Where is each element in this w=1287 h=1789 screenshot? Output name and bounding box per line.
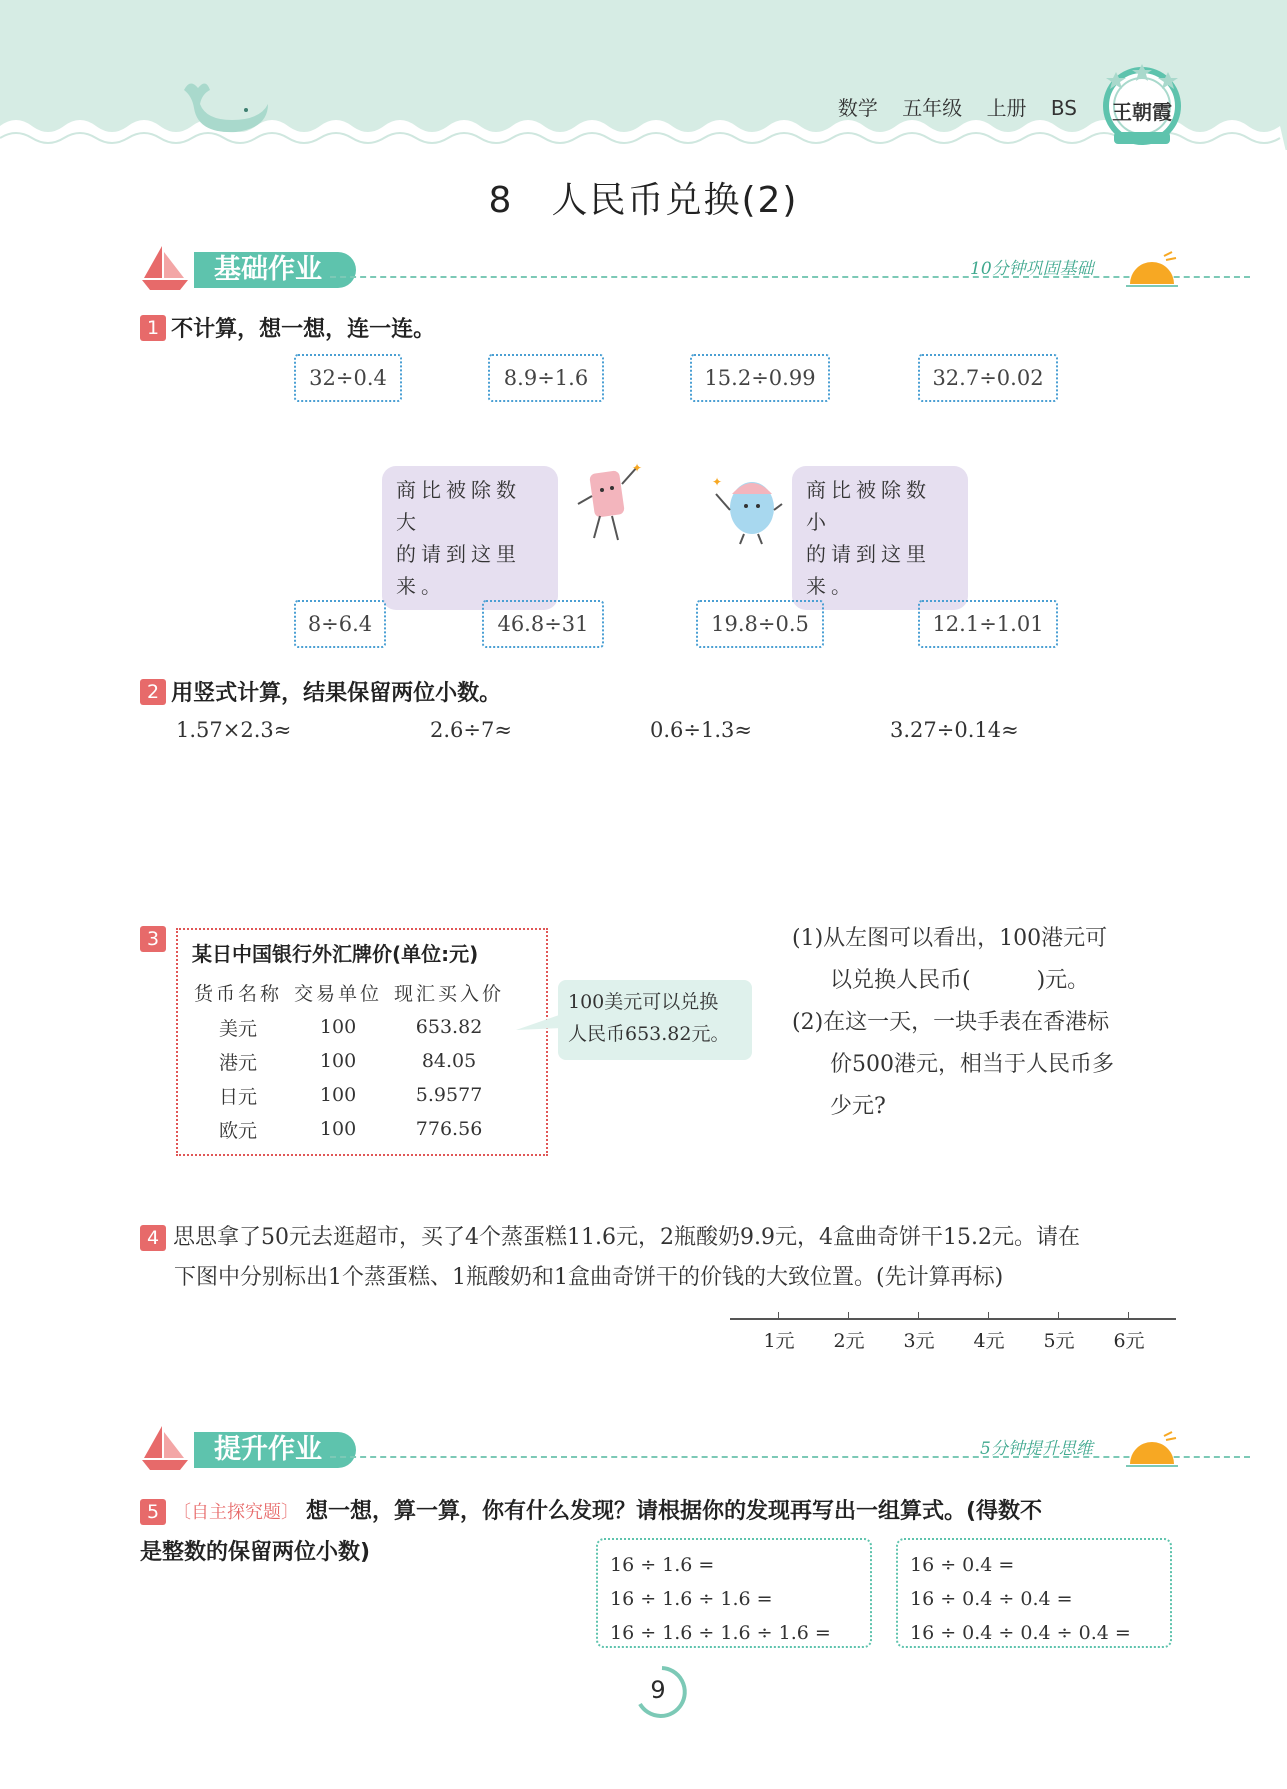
column-header: 货币名称 (194, 983, 283, 1005)
brand-name: 王朝霞 (1112, 100, 1172, 124)
bubble-tail (516, 1010, 562, 1032)
q3-subquestions (792, 918, 1172, 1128)
q4-line (140, 1218, 1180, 1258)
calc-item: 0.6÷1.3≈ (650, 718, 752, 742)
expression-box: 8÷6.4 (294, 600, 386, 648)
table-header-row (188, 975, 510, 1010)
question-number: 2 (140, 679, 166, 705)
table-title: 某日中国银行外汇牌价(单位:元) (192, 942, 479, 966)
question-text: 是整数的保留两位小数) (140, 1540, 371, 1565)
calc-item: 1.57×2.3≈ (176, 718, 292, 742)
grade-label: 五年级 (902, 96, 963, 120)
equation-line: 16 ÷ 1.6 = (610, 1554, 715, 1576)
subquestion-line: 少元? (830, 1094, 886, 1119)
question-text: 不计算，想一想，连一连。 (171, 317, 436, 342)
exchange-rate-table (188, 975, 510, 1146)
section-label: 提升作业 (194, 1432, 356, 1468)
table-cell: 100 (319, 1016, 357, 1038)
table-cell: 美元 (219, 1017, 258, 1040)
question-text: 思思拿了50元去逛超市，买了4个蒸蛋糕11.6元，2瓶酸奶9.9元，4盒曲奇饼干15.2元。请在 (173, 1225, 1080, 1250)
svg-text:✦: ✦ (632, 461, 643, 475)
bubble-line: 100美元可以兑换 (568, 991, 719, 1013)
expression-box: 19.8÷0.5 (696, 600, 824, 648)
section-note: 10分钟巩固基础 (970, 259, 1094, 279)
cartoon-character-pink-icon (572, 460, 652, 546)
question-text: 下图中分别标出1个蒸蛋糕、1瓶酸奶和1盒曲奇饼干的价钱的大致位置。(先计算再标) (174, 1265, 1004, 1290)
exchange-hint-bubble (558, 980, 752, 1060)
equation-box (596, 1538, 872, 1648)
lesson-title: 8 人民币兑换(2) (488, 180, 799, 221)
bubble-line: 商比被除数小 (806, 478, 931, 534)
price-number-line (730, 1318, 1176, 1368)
question-tag: 〔自主探究题〕 (173, 1502, 299, 1523)
question-number: 4 (140, 1225, 166, 1251)
exchange-rate-table-box (176, 928, 548, 1156)
q2-heading (140, 676, 501, 707)
tick-mark (1128, 1312, 1129, 1320)
calc-item: 3.27÷0.14≈ (890, 718, 1019, 742)
tick-label: 5元 (1043, 1330, 1075, 1352)
bubble-line: 人民币653.82元。 (568, 1023, 730, 1045)
table-cell: 5.9577 (415, 1084, 483, 1106)
expression-box: 46.8÷31 (482, 600, 604, 648)
tick-mark (988, 1312, 989, 1320)
sunrise-icon (1124, 250, 1180, 290)
speech-bubble-smaller (792, 466, 968, 610)
column-header: 交易单位 (294, 983, 383, 1005)
calc-item: 2.6÷7≈ (430, 718, 512, 742)
section-divider (330, 1456, 1250, 1458)
equation-line: 16 ÷ 0.4 ÷ 0.4 = (910, 1588, 1073, 1610)
subquestion-line: 以兑换人民币( )元。 (830, 968, 1090, 993)
expression-box: 32÷0.4 (294, 354, 402, 402)
table-cell: 港元 (219, 1051, 258, 1074)
section-divider (330, 276, 1250, 278)
subquestion-line: 价500港元，相当于人民币多 (830, 1052, 1114, 1077)
section-banner-advanced (140, 1424, 1180, 1478)
table-cell: 100 (319, 1050, 357, 1072)
question-number: 5 (140, 1499, 166, 1525)
q5-line (140, 1492, 1180, 1533)
header-meta (820, 92, 1077, 121)
table-cell: 84.05 (421, 1050, 477, 1072)
cartoon-character-blue-icon (712, 464, 786, 546)
table-row (188, 1010, 510, 1044)
subquestion-line: (2)在这一天，一块手表在香港标 (792, 1010, 1110, 1035)
table-cell: 100 (319, 1118, 357, 1140)
expression-box: 32.7÷0.02 (918, 354, 1058, 402)
equation-line: 16 ÷ 1.6 ÷ 1.6 = (610, 1588, 773, 1610)
expression-box: 15.2÷0.99 (690, 354, 830, 402)
subject-label: 数学 (837, 96, 878, 120)
q4-block (140, 1218, 1180, 1298)
column-header: 现汇买入价 (394, 983, 505, 1005)
whale-icon (176, 74, 276, 134)
expression-box: 8.9÷1.6 (488, 354, 604, 402)
tick-label: 1元 (763, 1330, 795, 1352)
table-row (188, 1044, 510, 1078)
question-text: 用竖式计算，结果保留两位小数。 (171, 681, 502, 706)
table-row (188, 1112, 510, 1146)
table-cell: 日元 (219, 1085, 258, 1108)
bubble-line: 的请到这里来。 (396, 542, 521, 598)
sailboat-icon (140, 244, 190, 292)
tick-mark (848, 1312, 849, 1320)
section-note: 5分钟提升思维 (980, 1439, 1093, 1459)
svg-text:✦: ✦ (712, 475, 723, 489)
tick-label: 4元 (973, 1330, 1005, 1352)
tick-mark (1058, 1312, 1059, 1320)
table-row (188, 1078, 510, 1112)
expression-box: 12.1÷1.01 (918, 600, 1058, 648)
equation-line: 16 ÷ 0.4 ÷ 0.4 ÷ 0.4 = (910, 1622, 1131, 1644)
question-number: 1 (140, 315, 166, 341)
section-label: 基础作业 (194, 252, 356, 288)
speech-bubble-larger (382, 466, 558, 610)
table-cell: 776.56 (415, 1118, 483, 1140)
table-cell: 100 (319, 1084, 357, 1106)
sailboat-icon (140, 1424, 190, 1472)
section-banner-basic (140, 244, 1180, 298)
page-number: 9 (650, 1676, 666, 1704)
equation-line: 16 ÷ 0.4 = (910, 1554, 1015, 1576)
table-cell: 欧元 (219, 1119, 258, 1142)
tick-label: 6元 (1113, 1330, 1145, 1352)
volume-label: 上册 (986, 96, 1027, 120)
bubble-line: 商比被除数大 (396, 478, 521, 534)
tick-label: 2元 (833, 1330, 865, 1352)
table-cell: 653.82 (415, 1016, 483, 1038)
tick-mark (778, 1312, 779, 1320)
equation-box (896, 1538, 1172, 1648)
edition-label: BS (1050, 96, 1077, 120)
subquestion-line: (1)从左图可以看出，100港元可 (792, 926, 1108, 951)
tick-label: 3元 (903, 1330, 935, 1352)
number-line-axis (730, 1318, 1176, 1320)
equation-line: 16 ÷ 1.6 ÷ 1.6 ÷ 1.6 = (610, 1622, 831, 1644)
q3-number-wrap (140, 926, 166, 952)
bubble-line: 的请到这里来。 (806, 542, 931, 598)
tick-mark (918, 1312, 919, 1320)
sunrise-icon (1124, 1430, 1180, 1470)
question-number: 3 (140, 926, 166, 952)
q1-heading (140, 312, 435, 343)
question-text: 想一想，算一算，你有什么发现？请根据你的发现再写出一组算式。(得数不 (306, 1499, 1043, 1524)
